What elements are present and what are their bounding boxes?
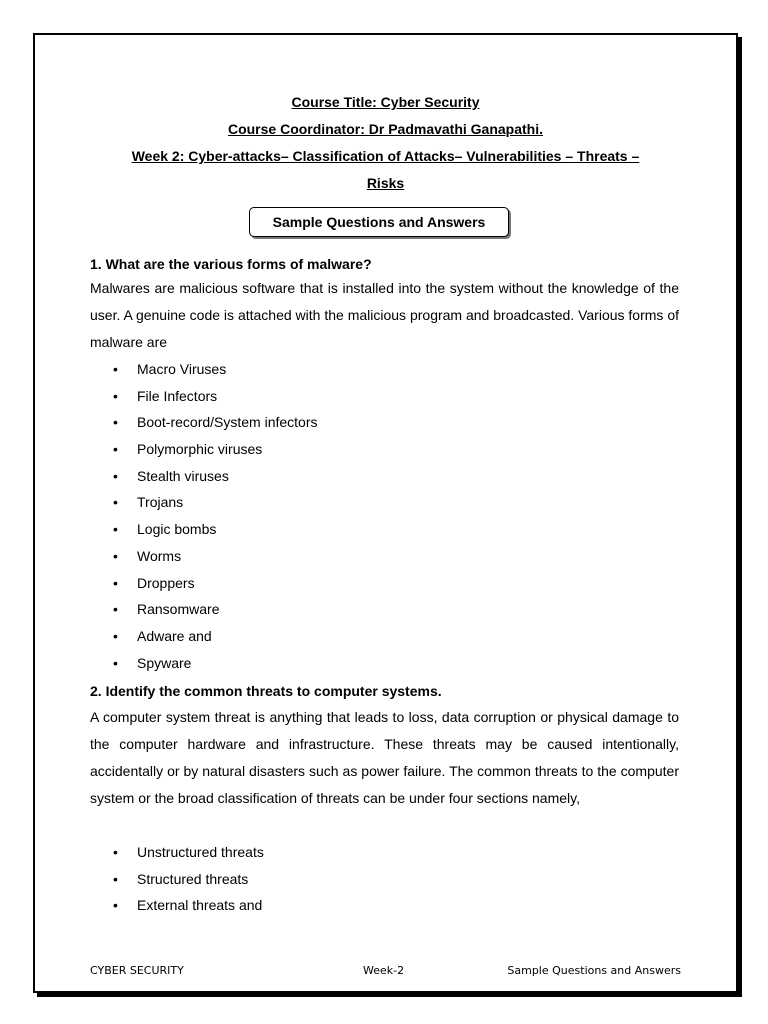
list-item: • Unstructured threats [113, 839, 264, 866]
list-item: • Trojans [113, 489, 318, 516]
list-item: • Ransomware [113, 596, 318, 623]
week-title-line1: Week 2: Cyber-attacks– Classification of Attacks– Vulnerabilities – Threats – [131, 148, 640, 164]
answer-1-paragraph: Malwares are malicious software that is installed into the system without the knowledge of the user. A genuine code is attached with the malicious program and broadcasted. Various forms of malware are [90, 280, 679, 350]
list-item: • Droppers [113, 570, 318, 597]
list-item: • Worms [113, 543, 318, 570]
list-item: • Logic bombs [113, 516, 318, 543]
course-title: Course Title: Cyber Security [291, 94, 480, 110]
list-item: • Polymorphic viruses [113, 436, 318, 463]
footer-right: Sample Questions and Answers [507, 964, 681, 977]
answer-2-paragraph: A computer system threat is anything that leads to loss, data corruption or physical damage to the computer hardware and infrastructure. These threats may be caused intentionally, accidentally or by natural disasters such as power failure. The common threats to the computer system or the broad classification of threats can be under four sections namely, [90, 709, 679, 806]
list-item: • File Infectors [113, 383, 318, 410]
question-1: 1. What are the various forms of malware? [90, 256, 372, 272]
threats-list [113, 839, 264, 919]
malware-list [113, 356, 318, 676]
footer-left: CYBER SECURITY [90, 964, 184, 977]
section-badge: Sample Questions and Answers [249, 207, 509, 237]
list-item: • Boot-record/System infectors [113, 409, 318, 436]
list-item: • External threats and [113, 892, 264, 919]
list-item: • Macro Viruses [113, 356, 318, 383]
question-2: 2. Identify the common threats to computer systems. [90, 683, 442, 699]
list-item: • Stealth viruses [113, 463, 318, 490]
footer-center: Week-2 [363, 964, 405, 977]
week-title-line2: Risks [366, 175, 405, 191]
list-item: • Spyware [113, 650, 318, 677]
list-item: • Adware and [113, 623, 318, 650]
document-page [33, 33, 738, 993]
list-item: • Structured threats [113, 866, 264, 893]
course-coordinator: Course Coordinator: Dr Padmavathi Ganapathi. [227, 121, 544, 137]
